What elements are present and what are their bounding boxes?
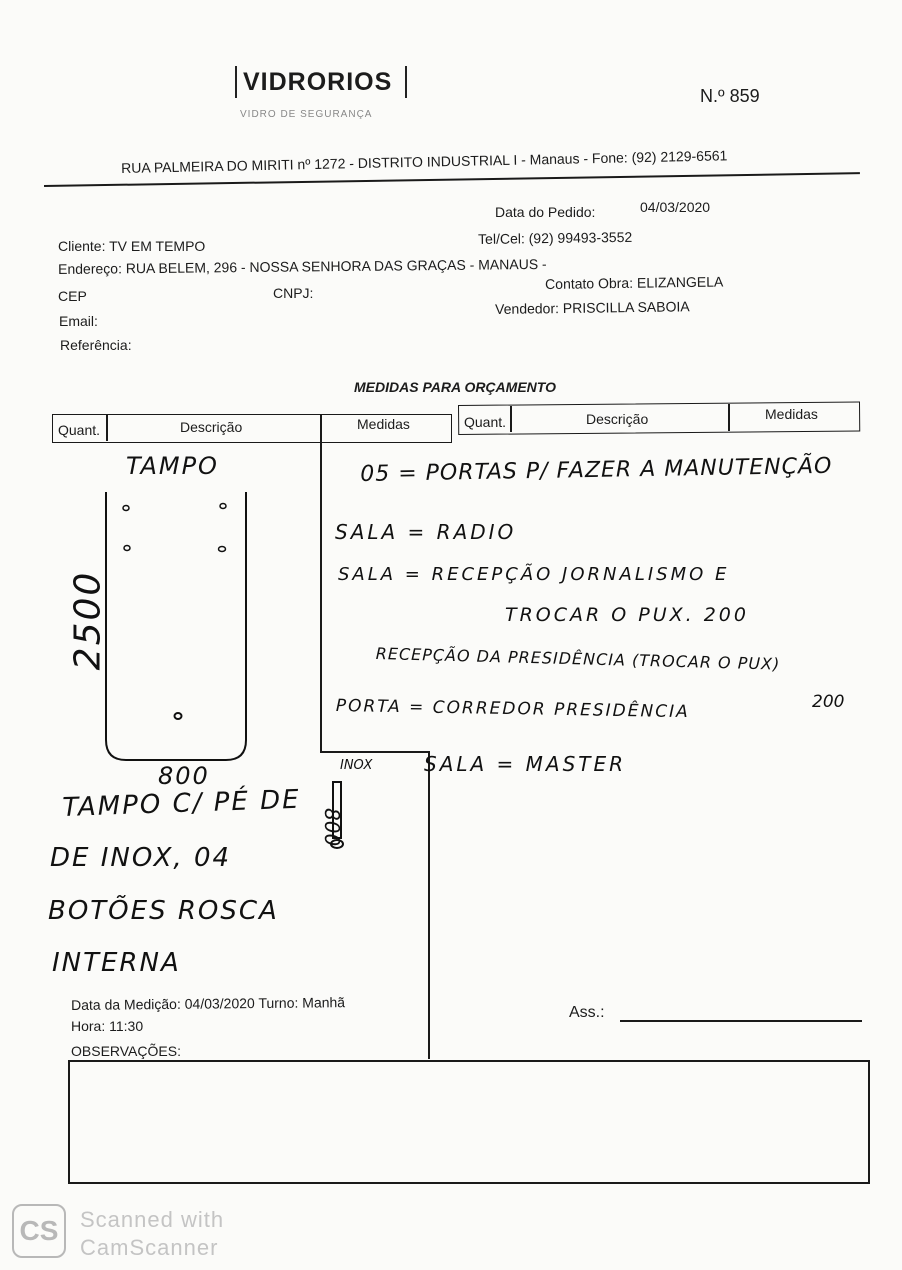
- hw-right-line-5-value: 200: [812, 692, 845, 712]
- header-sep-3: [510, 406, 512, 432]
- header-sep-2: [320, 415, 322, 441]
- hw-right-line-6: PORTA = CORREDOR PRESIDÊNCIA: [335, 696, 690, 723]
- client-address: Endereço: RUA BELEM, 296 - NOSSA SENHORA DAS GRAÇAS - MANAUS -: [58, 255, 547, 277]
- hw-right-line-2: SALA = RADIO: [335, 520, 517, 544]
- client-cep: CEP: [58, 288, 87, 304]
- th-medidas-right: Medidas: [765, 406, 818, 422]
- hw-right-line-1: 05 = PORTAS P/ FAZER A MANUTENÇÃO: [360, 453, 833, 487]
- hw-right-line-7: SALA = MASTER: [424, 752, 627, 776]
- tabletop-sketch: [98, 488, 258, 768]
- company-address: RUA PALMEIRA DO MIRITI nº 1272 - DISTRITO INDUSTRIAL I - Manaus - Fone: (92) 2129-6561: [121, 147, 728, 176]
- hw-right-line-5: RECEPÇÃO DA PRESIDÊNCIA (TROCAR O PUX): [375, 644, 781, 674]
- section-title: MEDIDAS PARA ORÇAMENTO: [354, 379, 556, 395]
- hw-right-line-4: TROCAR O PUX. 200: [505, 604, 749, 626]
- order-date: 04/03/2020: [640, 199, 711, 215]
- client-phone: Tel/Cel: (92) 99493-3552: [478, 228, 633, 247]
- header-sep-4: [728, 404, 730, 431]
- logo-tagline: VIDRO DE SEGURANÇA: [240, 109, 373, 120]
- hw-dim-height: 2500: [67, 570, 109, 671]
- hw-dim-width: 800: [158, 762, 210, 790]
- measurement-date: Data da Medição: 04/03/2020 Turno: Manhã: [71, 994, 346, 1013]
- th-quant-left: Quant.: [58, 422, 101, 438]
- signature-line: [620, 1020, 862, 1022]
- order-date-label: Data do Pedido:: [495, 204, 596, 220]
- client-name: Cliente: TV EM TEMPO: [58, 238, 206, 254]
- hw-line-2: DE INOX, 04: [50, 843, 232, 873]
- body-divider-lower: [428, 751, 430, 1059]
- body-divider-center: [320, 441, 322, 751]
- observations-box: [68, 1060, 870, 1184]
- hw-line-1: TAMPO C/ PÉ DE: [62, 784, 302, 823]
- company-logo: VIDRORIOS: [243, 68, 393, 96]
- client-email: Email:: [59, 313, 98, 329]
- hw-inox-label: INOX: [340, 758, 373, 773]
- hw-inox-value: 800: [320, 808, 344, 847]
- client-cnpj: CNPJ:: [273, 285, 314, 301]
- body-row-line: [320, 751, 430, 753]
- camscanner-text: Scanned with CamScanner: [80, 1207, 225, 1260]
- site-contact: Contato Obra: ELIZANGELA: [545, 273, 724, 292]
- th-medidas-left: Medidas: [357, 416, 410, 432]
- measurement-time: Hora: 11:30: [71, 1018, 144, 1034]
- hw-line-3: BOTÕES ROSCA: [48, 896, 279, 926]
- hw-right-line-3: SALA = RECEPÇÃO JORNALISMO E: [338, 564, 730, 585]
- th-descricao-left: Descrição: [180, 419, 243, 435]
- camscanner-logo: CS: [12, 1204, 66, 1258]
- header-sep-1: [106, 415, 108, 441]
- th-quant-right: Quant.: [464, 414, 507, 430]
- hw-line-4: INTERNA: [52, 948, 181, 978]
- th-descricao-right: Descrição: [586, 411, 649, 427]
- salesperson: Vendedor: PRISCILLA SABOIA: [495, 298, 690, 317]
- observations-label: OBSERVAÇÕES:: [71, 1043, 181, 1059]
- signature-label: Ass.:: [569, 1004, 605, 1021]
- order-number: N.º 859: [700, 86, 760, 106]
- client-reference: Referência:: [60, 337, 132, 353]
- hw-tampo-title: TAMPO: [126, 452, 219, 480]
